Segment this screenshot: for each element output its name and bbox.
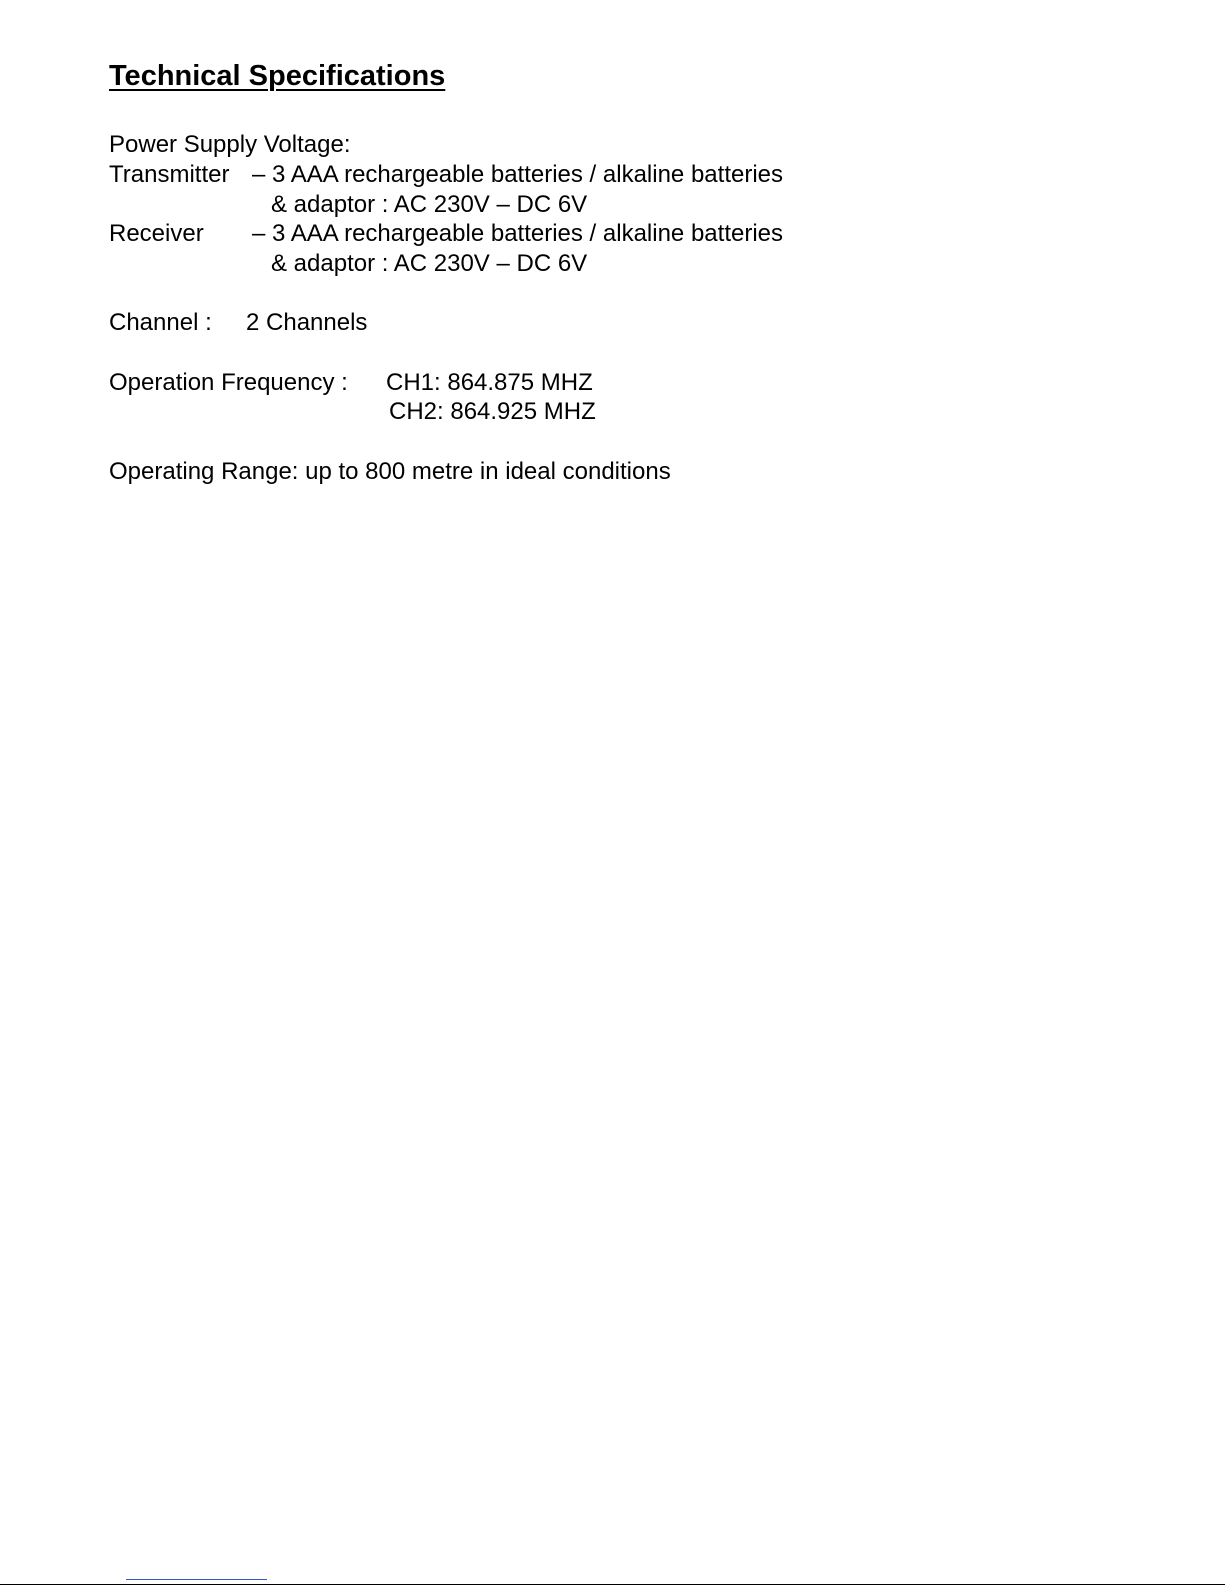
receiver-adaptor: & adaptor : AC 230V – DC 6V xyxy=(271,250,588,277)
receiver-label: Receiver xyxy=(109,220,204,247)
transmitter-label: Transmitter xyxy=(109,161,230,188)
operating-range: Operating Range: up to 800 metre in ideal conditions xyxy=(109,458,671,485)
channel-label: Channel : xyxy=(109,309,212,336)
transmitter-batteries: – 3 AAA rechargeable batteries / alkaline batteries xyxy=(252,161,783,188)
frequency-ch2: CH2: 864.925 MHZ xyxy=(389,398,596,425)
transmitter-adaptor: & adaptor : AC 230V – DC 6V xyxy=(271,191,588,218)
power-supply-heading: Power Supply Voltage: xyxy=(109,131,351,158)
bottom-link-rule xyxy=(126,1579,267,1580)
channel-value: 2 Channels xyxy=(246,309,368,336)
receiver-batteries: – 3 AAA rechargeable batteries / alkaline batteries xyxy=(252,220,783,247)
page-title: Technical Specifications xyxy=(109,60,446,92)
frequency-label: Operation Frequency : xyxy=(109,369,348,396)
frequency-ch1: CH1: 864.875 MHZ xyxy=(386,369,593,396)
